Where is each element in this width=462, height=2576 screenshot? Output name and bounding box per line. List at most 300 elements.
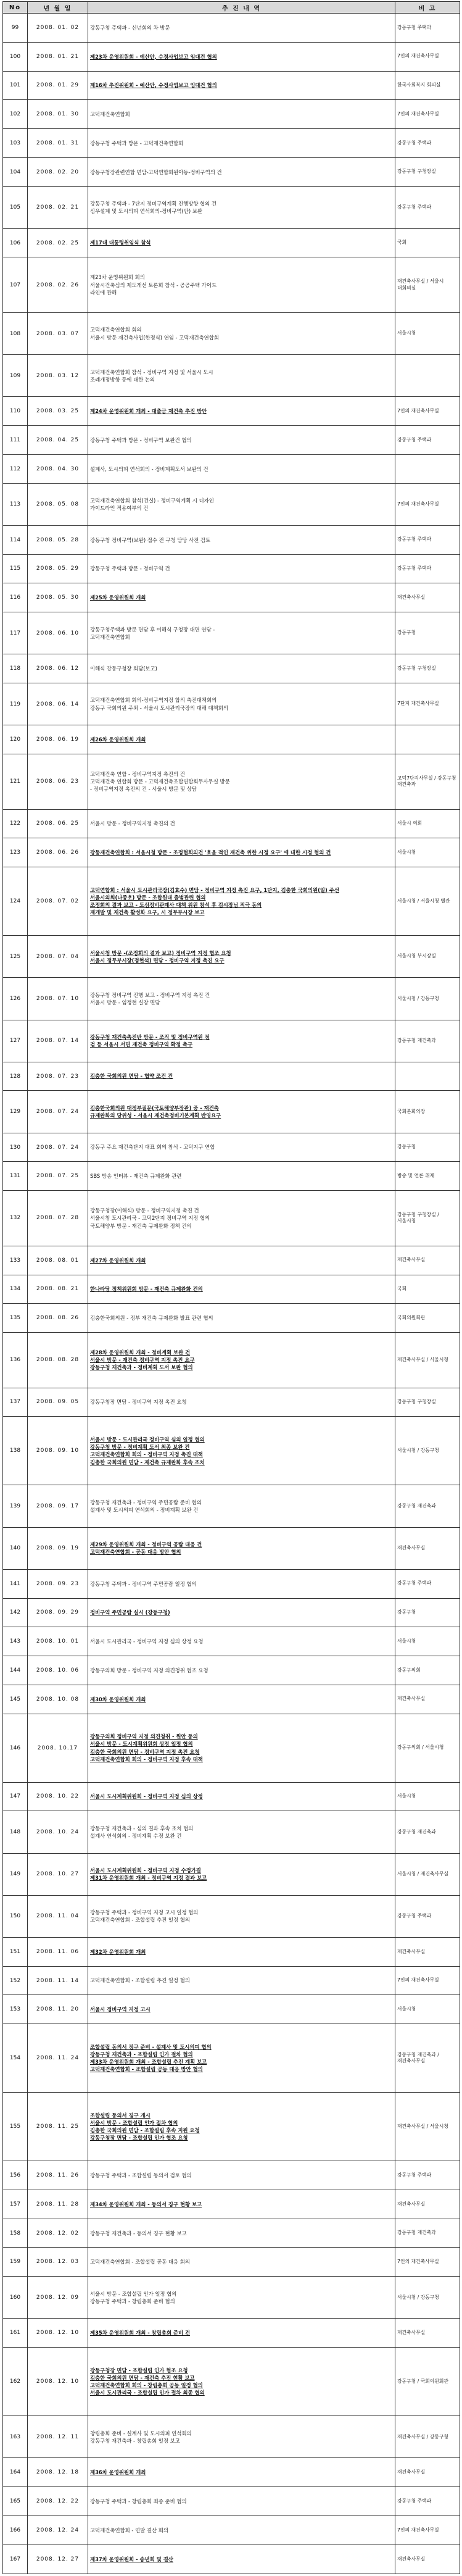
content-line: 고덕재건축연합회 - 조합설립 추진 일정 협의 [90,1917,190,1924]
row-content [88,838,395,867]
row-date: 2008. 01. 31 [28,129,88,158]
row-number: 166 [3,2516,28,2545]
content-line: 검 등 서울시 서면 재건축 정비구역 확정 촉구 [90,1041,193,1048]
content-line: 강동구청 재건축과 - 창립총회 일정 보고 [90,2437,180,2444]
row-content [88,525,395,554]
row-number: 153 [3,1995,28,2024]
row-note: 강동구청 주택과 [395,2161,460,2190]
table-row [3,2248,460,2277]
row-date: 2008. 12. 10 [28,2348,88,2416]
row-note: 재건축사무실 / 강동구청 [395,2416,460,2458]
row-content [88,1598,395,1627]
row-content [88,454,395,483]
content-line: 정비구역 주민공람 실시 (강동구청) [90,1609,170,1616]
table-row [3,809,460,838]
row-note: 재건축사무실 / 서울시 대회의실 [395,257,460,313]
row-note [395,355,460,397]
table-row [3,313,460,355]
row-note [395,725,460,754]
table-row [3,1569,460,1598]
activity-log-body [3,14,460,2574]
table-row [3,2319,460,2348]
content-line: 고덕재건축연합회 [90,111,130,118]
content-line: 제25차 운영위원회 개최 [90,594,146,601]
row-number: 158 [3,2219,28,2248]
row-number: 109 [3,355,28,397]
row-note: 강동구청 주택과 [395,1895,460,1937]
row-date: 2008. 08. 01 [28,1246,88,1275]
table-row [3,355,460,397]
row-content [88,1656,395,1685]
row-content [88,2093,395,2161]
row-date: 2008. 03. 12 [28,355,88,397]
row-note: 강동구청 구청장실 [395,157,460,186]
row-number: 110 [3,397,28,426]
content-line: 김충한국회의원 대정부질문(국토해양부장관) 중 - 재건축 [90,1104,219,1111]
content-line: 고덕재건축연합회 회의 - 정비구역 지정 촉진 대책 [90,1451,203,1458]
row-date: 2008. 04. 30 [28,454,88,483]
content-line: 설계사 연석회의 - 정비계획 수정 보완 건 [90,1832,182,1839]
row-date: 2008. 11. 06 [28,1937,88,1966]
row-content [88,725,395,754]
row-note: 강동구청 주택과 [395,129,460,158]
row-content [88,1527,395,1569]
table-row [3,257,460,313]
row-content [88,554,395,583]
content-line: 규제완화의 당위성 - 서울시 재건축정비기본계획 반영요구 [90,1112,221,1119]
row-number: 101 [3,71,28,100]
table-row [3,1895,460,1937]
row-content [88,42,395,71]
table-row [3,100,460,129]
content-line: 이해식 강동구청장 회담(보고) [90,665,157,672]
row-date: 2008. 11. 26 [28,2161,88,2190]
row-number: 156 [3,2161,28,2190]
row-content [88,129,395,158]
row-content [88,1685,395,1714]
row-content [88,809,395,838]
table-row [3,1333,460,1388]
row-content [88,583,395,612]
row-date: 2008. 04. 25 [28,426,88,455]
row-note: 7인의 재건축사무실 [395,1966,460,1995]
row-note: 강동구의회 / 서울시청 [395,1714,460,1782]
row-date: 2008. 05. 08 [28,483,88,525]
table-row [3,1304,460,1333]
table-row [3,483,460,525]
row-number: 131 [3,1162,28,1191]
row-number: 119 [3,683,28,725]
row-number: 135 [3,1304,28,1333]
content-line: 서울시 도시관리국 - 정비구역 지정 심의 상정 요청 [90,1638,204,1645]
row-content [88,157,395,186]
row-note: 재건축사무실 / 서울시청 [395,1333,460,1388]
row-note: 국회 [395,228,460,257]
content-line: 강동구청 재건축과 - 조합설립 인가 절차 협의 [90,2051,193,2057]
content-line: 조합설립 동의서 징구 개시 [90,2112,151,2119]
content-line: 강동구청 주택과 - 조합설립 동의서 검토 협의 [90,2172,192,2179]
content-line: 고덕재건축연합회 - 조합설립 추진 일정 협의 [90,1977,190,1984]
table-row [3,978,460,1020]
table-row [3,1685,460,1714]
row-note: 강동구청 재건축과 [395,1020,460,1062]
content-line: 서울시 도시계획위원회 - 정비구역 지정 심의 상정 [90,1793,203,1800]
row-content [88,1246,395,1275]
row-note: 재건축사무실 [395,583,460,612]
row-date: 2008. 07. 25 [28,1162,88,1191]
row-number: 124 [3,867,28,936]
content-line: 서울시청 방문 -(조정회의 결과 보고) 정비구역 지정 협조 요청 [90,949,231,956]
row-note: 강동구청 / 국회의원회관 [395,2348,460,2416]
row-number: 141 [3,1569,28,1598]
row-note: 국회본회의장 [395,1091,460,1133]
row-content [88,2024,395,2093]
row-date: 2008. 01. 30 [28,100,88,129]
row-number: 139 [3,1485,28,1527]
row-number: 157 [3,2190,28,2219]
table-row [3,1714,460,1782]
table-row [3,2024,460,2093]
row-date: 2008. 11. 25 [28,2093,88,2161]
row-number: 167 [3,2545,28,2574]
content-line: 제28차 운영위원회 개최 - 정비계획 보완 건 [90,1349,191,1356]
content-line: 강동구청 주택과 - 정비구역 지정 고시 일정 협의 [90,1909,199,1916]
row-date: 2008. 12. 11 [28,2416,88,2458]
row-number: 159 [3,2248,28,2277]
table-row [3,2277,460,2319]
table-row [3,129,460,158]
table-row [3,838,460,867]
row-number: 136 [3,1333,28,1388]
content-line: 서울시 도시계획위원회 - 정비구역 지정 수정가결 [90,1867,201,1874]
row-note: 재건축사무실 [395,2458,460,2487]
row-number: 128 [3,1062,28,1091]
row-content [88,654,395,683]
row-note: 강동구청 재건축과 [395,2219,460,2248]
content-line: 고덕재건축연합회 - 공동 대응 방안 협의 [90,1549,181,1556]
content-line: 고덕재건축연합회 회의 - 정비구역 지정 후속 대책 [90,1756,203,1762]
content-line: 서울시 도시관리국 - 조합설립 인가 절차 최종 협의 [90,2390,205,2396]
row-content [88,1388,395,1417]
row-number: 163 [3,2416,28,2458]
content-line: 조정회의 결과 보고 - 도심정비관계사 대책 위원 참석 후 김시장님 적극 동의 [90,902,262,909]
row-number: 134 [3,1275,28,1304]
row-content [88,1304,395,1333]
row-note: 재건축사무실 [395,1246,460,1275]
row-number: 120 [3,725,28,754]
row-number: 130 [3,1133,28,1162]
row-date: 2008. 02. 26 [28,257,88,313]
table-row [3,1246,460,1275]
content-line: 강동구청 정비구역 진행 보고 - 정비구역 지정 촉진 건 [90,991,210,998]
content-line: 서울시 정무부시장(정현석) 면담 - 정비구역 지정 촉진 요구 [90,957,225,964]
row-content [88,2516,395,2545]
content-line: 제36차 운영위원회 개최 [90,2469,146,2476]
row-number: 162 [3,2348,28,2416]
row-content [88,313,395,355]
table-row [3,2545,460,2574]
row-date: 2008. 09. 23 [28,1569,88,1598]
table-row [3,1162,460,1191]
content-line: 창립총회 준비 - 설계사 및 도시의피 연석회의 [90,2430,192,2436]
content-line: 라인에 관해 [90,289,117,296]
row-date: 2008. 11. 24 [28,2024,88,2093]
table-row [3,157,460,186]
table-row [3,1995,460,2024]
content-line: 강동구청장 면담 - 정비구역 지정 촉진 요청 [90,1399,187,1406]
content-line: 강동구청 재건축과 - 동의서 징구 현황 보고 [90,2230,187,2236]
row-date: 2008. 12. 18 [28,2458,88,2487]
content-line: 강동구청 주택과 방문 - 정비구역 건 [90,565,170,572]
table-row [3,426,460,455]
row-date: 2008. 08. 26 [28,1304,88,1333]
row-date: 2008. 12. 27 [28,2545,88,2574]
row-date: 2008. 03. 07 [28,313,88,355]
row-date: 2008. 11. 14 [28,1966,88,1995]
row-date: 2008. 07. 02 [28,867,88,936]
table-row [3,228,460,257]
row-number: 149 [3,1853,28,1895]
row-content [88,2161,395,2190]
row-number: 113 [3,483,28,525]
row-content [88,2348,395,2416]
row-note: 국회 [395,1275,460,1304]
row-content [88,1062,395,1091]
row-number: 121 [3,754,28,809]
row-note: 서울시청 부시장실 [395,936,460,978]
row-date: 2008. 06. 14 [28,683,88,725]
row-number: 143 [3,1627,28,1656]
row-note: 7인의 재건축사무실 [395,100,460,129]
row-date: 2008. 01. 29 [28,71,88,100]
row-content [88,1485,395,1527]
row-date: 2008. 07. 28 [28,1191,88,1246]
row-number: 123 [3,838,28,867]
row-note: 서울시청 [395,1627,460,1656]
row-note: 재건축사무실 [395,1685,460,1714]
row-date: 2008. 10.17 [28,1714,88,1782]
row-note: 국회의원회관 [395,1304,460,1333]
row-content [88,397,395,426]
content-line: 고덕재건축 연합회 방문 - 고덕재건축조합연합회무사무실 방문 [90,778,230,785]
row-content [88,1133,395,1162]
content-line: 서울시 방문 - 조합설립 인가 일정 협의 [90,2290,177,2297]
row-number: 127 [3,1020,28,1062]
col-header-no: No [3,2,28,14]
row-content [88,355,395,397]
row-date: 2008. 07. 14 [28,1020,88,1062]
row-content [88,2458,395,2487]
table-row [3,1656,460,1685]
table-row [3,71,460,100]
row-note: 강동구청 재건축과 [395,1811,460,1853]
row-content [88,186,395,228]
content-line: 강동구청 주택과 - 창립총회 준비 협의 [90,2298,175,2304]
row-content [88,2190,395,2219]
row-number: 145 [3,1685,28,1714]
content-line: 설계사 및 도시의피 연석회의 - 정비계획 보완 건 [90,1507,199,1513]
content-line: 김충한 국회의원 면담 - 협약 조건 건 [90,1073,173,1080]
row-note: 한국사회복지 회의실 [395,71,460,100]
row-number: 146 [3,1714,28,1782]
row-note: 강동구청 구청장실 [395,1388,460,1417]
row-number: 122 [3,809,28,838]
row-content [88,1811,395,1853]
row-note: 7인의 재건축사무실 [395,2248,460,2277]
content-line: 고덕재건축연합회 [90,633,130,640]
content-line: 고덕재건축연합회 - 연말 결산 회의 [90,2527,168,2533]
row-date: 2008. 10. 06 [28,1656,88,1685]
row-content [88,1895,395,1937]
row-content [88,1333,395,1388]
content-line: 강동재건축연합회 : 서울시청 방문 - 조정협회의건 '효율 적인 재건축 위한 시정 요구' 에 대한 시정 협의 건 [90,849,331,856]
row-date: 2008. 09. 29 [28,1598,88,1627]
row-note: 재건축사무실 / 서울시청 [395,2093,460,2161]
row-note: 강동구청 재건축과 [395,1485,460,1527]
row-content [88,1091,395,1133]
content-line: 서울시 방문 재건축사업(한정식) 연임 - 고덕재건축연합회 [90,334,219,341]
row-content [88,1191,395,1246]
table-row [3,1388,460,1417]
table-row [3,42,460,71]
row-note [395,1062,460,1091]
table-row [3,2516,460,2545]
content-line: 제24차 운영위원회 개최 - 대출금 재건축 추진 방안 [90,408,207,415]
content-line: 김충한 국회의원 면담 - 재건축 규제완화 후속 조치 [90,1459,205,1465]
row-date: 2008. 01. 02 [28,14,88,43]
row-date: 2008. 06. 10 [28,612,88,654]
table-row [3,583,460,612]
table-row [3,1417,460,1485]
row-note: 서울시청 / 서울시청 별관 [395,867,460,936]
row-date: 2008. 12. 02 [28,2219,88,2248]
content-line: 강동구청 재건축과 - 심의 결과 후속 조치 협의 [90,1825,194,1832]
row-note: 재건축사무실 [395,1937,460,1966]
content-line: 강동구청장 면담 - 조합설립 인가 협조 요청 [90,2367,188,2374]
table-row [3,612,460,654]
row-number: 132 [3,1191,28,1246]
table-row [3,1811,460,1853]
row-note: 서울시청 / 재건축사무실 [395,1853,460,1895]
row-date: 2008. 07. 24 [28,1091,88,1133]
row-note: 강동구청 주택과 [395,14,460,43]
row-date: 2008. 02. 25 [28,228,88,257]
row-date: 2008. 07. 10 [28,978,88,1020]
content-line: 강동구청 주택과 - 신년회의 차 방문 [90,24,170,31]
row-note: 서울시 의회 [395,809,460,838]
row-note: 고덕7단지사무실 / 강동구청 재건축과 [395,754,460,809]
row-note: 강동구청 주택과 [395,1569,460,1598]
row-date: 2008. 05. 30 [28,583,88,612]
table-row [3,2348,460,2416]
row-date: 2008. 07. 23 [28,1062,88,1091]
table-row [3,2416,460,2458]
row-note: 서울시청 / 강동구청 [395,1417,460,1485]
content-line: 재개발 및 재건축 활성화 요구, 시 정무부시장 보고 [90,909,205,916]
row-note: 강동구청 [395,1133,460,1162]
row-date: 2008. 06. 23 [28,754,88,809]
content-line: 제23차 운영위원회 - 예산안, 수정사업보고 임대건 협의 [90,53,217,60]
row-note: 강동구청 구청장실 / 서울시청 [395,1191,460,1246]
row-content [88,1569,395,1598]
content-line: SBS 방송 인터뷰 - 재건축 규제완화 관련 [90,1173,182,1180]
row-note: 강동구청 주택과 [395,554,460,583]
content-line: 국토해양부 방문 - 재건축 규제완화 정책 건의 [90,1222,192,1229]
content-line: 강동구청 방문 - 정비계획 도서 최종 보완 건 [90,1444,190,1451]
row-number: 137 [3,1388,28,1417]
table-row [3,2487,460,2516]
content-line: 서울시 방문 - 도시계획위원회 상정 일정 협의 [90,1741,193,1748]
row-date: 2008. 05. 29 [28,554,88,583]
row-date: 2008. 10. 01 [28,1627,88,1656]
row-content [88,1417,395,1485]
content-line: 강동구청 재건축과 - 정비계획 도서 보완 협의 [90,1364,193,1371]
content-line: 김충한 국회의원 면담 - 정비구역 지정 촉진 요청 [90,1748,200,1755]
row-note: 재건축사무실 [395,2190,460,2219]
content-line: 강동구청 정비구역(보완) 접수 전 구청 담당 사전 검토 [90,536,211,543]
row-content [88,612,395,654]
table-row [3,1062,460,1091]
row-number: 125 [3,936,28,978]
content-line: 심우설계 및 도시의피 연석회의-정비구역(안) 보완 [90,208,203,215]
content-line: 제16차 추진위원회 - 예산안, 수정사업보고 임대건 협의 [90,82,217,89]
table-row [3,1133,460,1162]
row-note: 7인의 재건축사무실 [395,483,460,525]
row-date: 2008. 06. 26 [28,838,88,867]
row-note: 강동구청 주택과 [395,426,460,455]
col-header-content: 추 진 내 역 [88,2,395,14]
row-note: 재건축사무실 [395,1527,460,1569]
content-line: 제35차 운영위원회 개최 - 창립총회 준비 건 [90,2330,191,2336]
row-number: 107 [3,257,28,313]
row-number: 154 [3,2024,28,2093]
row-date: 2008. 01. 21 [28,42,88,71]
table-row [3,2458,460,2487]
row-note: 재건축사무실 [395,2319,460,2348]
row-content [88,1162,395,1191]
col-header-note: 비 고 [395,2,460,14]
row-number: 99 [3,14,28,43]
row-date: 2008. 08. 21 [28,1275,88,1304]
row-date: 2008. 07. 04 [28,936,88,978]
table-row [3,14,460,43]
row-content [88,14,395,43]
content-line: 서울시 방문 - 도시관리국 정비구역 심의 일정 협의 [90,1436,205,1443]
row-content [88,978,395,1020]
table-row [3,1598,460,1627]
content-line: 강동구청 재건축과 - 정비구역 주민공람 준비 협의 [90,1499,202,1506]
content-line: 가이드라인 적용여부의 건 [90,505,149,512]
row-date: 2008. 09. 05 [28,1388,88,1417]
row-number: 106 [3,228,28,257]
row-content [88,1627,395,1656]
content-line: 한나라당 정책위원회 방문 - 재건축 규제완화 건의 [90,1286,203,1293]
content-line: - 정비구역지정 촉진의 건 - 서울시 방문 및 상담 [90,786,197,793]
row-number: 115 [3,554,28,583]
row-number: 117 [3,612,28,654]
row-date: 2008. 05. 28 [28,525,88,554]
row-content [88,683,395,725]
content-line: 조례개정방향 등에 대한 논의 [90,376,155,383]
row-content [88,257,395,313]
content-line: 제37차 운영위원회 - 송년회 및 결산 [90,2556,173,2562]
content-line: 제27차 운영위원회 개최 [90,1257,146,1264]
row-note: 서울시청 / 강동구청 [395,2277,460,2319]
content-line: 강동구 주요 재건축단지 대표 회의 참석 - 고덕지구 연합 [90,1144,215,1151]
content-line: 제29차 운영위원회 개최 - 정비구역 공람 대응 건 [90,1541,202,1548]
row-date: 2008. 06. 19 [28,725,88,754]
row-date: 2008. 12. 03 [28,2248,88,2277]
